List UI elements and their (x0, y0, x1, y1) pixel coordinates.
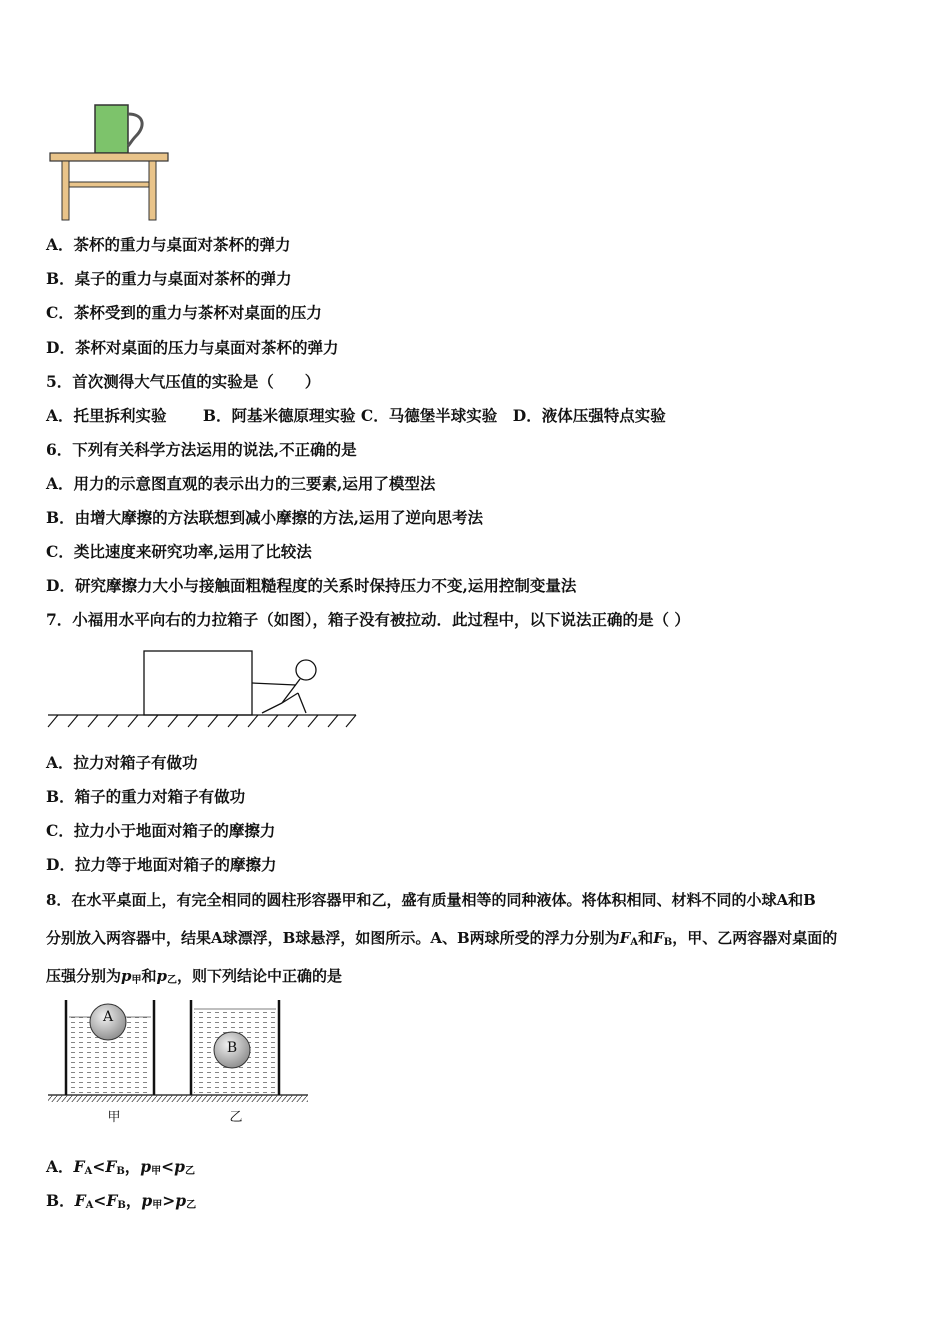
cup-on-table-figure (46, 100, 176, 225)
q8-option-a: A．$F_A<F_B$，$p_甲<p_乙$ (46, 1157, 195, 1177)
q8-stem-line2: 分别放入两容器中，结果A球漂浮，B球悬浮，如图所示。A、B两球所受的浮力分别为$F_A$和$F_B$，甲、乙两容器对桌面的 (46, 929, 838, 948)
q6-stem: 6．下列有关科学方法运用的说法,不正确的是 (46, 440, 357, 459)
q5-options: A．托里拆利实验 B．阿基米德原理实验 C．马德堡半球实验 D．液体压强特点实验 (46, 406, 666, 425)
q7-stem: 7．小福用水平向右的力拉箱子（如图），箱子没有被拉动．此过程中，以下说法正确的是（ ） (46, 610, 690, 629)
q7-option-b: B．箱子的重力对箱子有做功 (46, 787, 246, 806)
q7-option-d: D．拉力等于地面对箱子的摩擦力 (46, 855, 277, 874)
q8-stem-line1: 8．在水平桌面上，有完全相同的圆柱形容器甲和乙，盛有质量相等的同种液体。将体积相同、材料不同的小球A和B (46, 891, 816, 909)
container-yi-label: 乙 (229, 1110, 243, 1125)
box-pull-figure (46, 645, 361, 735)
q5-stem: 5．首次测得大气压值的实验是（ ） (46, 372, 321, 391)
containers-figure (46, 995, 311, 1130)
q6-option-c: C．类比速度来研究功率,运用了比较法 (46, 542, 312, 561)
container-jia-label: 甲 (107, 1110, 121, 1125)
q7-option-c: C．拉力小于地面对箱子的摩擦力 (46, 821, 276, 840)
q4-option-a: A．茶杯的重力与桌面对茶杯的弹力 (46, 235, 291, 254)
q4-option-b: B．桌子的重力与桌面对茶杯的弹力 (46, 269, 292, 288)
q4-option-d: D．茶杯对桌面的压力与桌面对茶杯的弹力 (46, 338, 339, 357)
ball-a-label: A (102, 1009, 114, 1025)
q7-option-a: A．拉力对箱子有做功 (46, 753, 198, 772)
q6-option-b: B．由增大摩擦的方法联想到减小摩擦的方法,运用了逆向思考法 (46, 508, 483, 527)
q4-option-c: C．茶杯受到的重力与茶杯对桌面的压力 (46, 303, 322, 322)
q8-stem-line3: 压强分别为$p_甲$和$p_乙$，则下列结论中正确的是 (46, 967, 343, 986)
q8-option-b: B．$F_A<F_B$，$p_甲>p_乙$ (46, 1191, 197, 1211)
ball-b-label: B (226, 1040, 238, 1056)
q6-option-d: D．研究摩擦力大小与接触面粗糙程度的关系时保持压力不变,运用控制变量法 (46, 576, 577, 595)
q6-option-a: A．用力的示意图直观的表示出力的三要素,运用了模型法 (46, 474, 436, 493)
